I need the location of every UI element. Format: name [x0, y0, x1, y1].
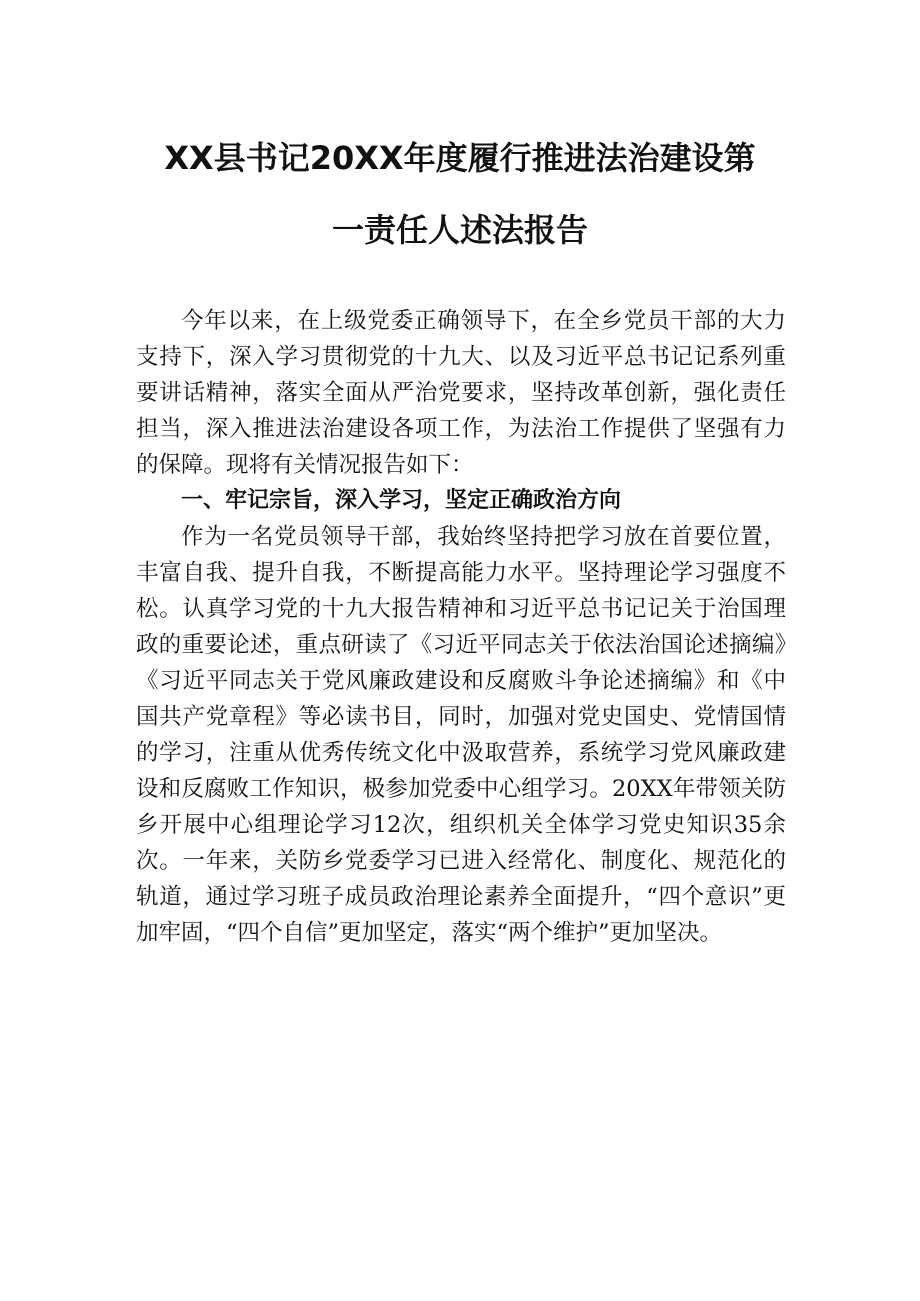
document-body [136, 303, 786, 951]
section-1-paragraph: 作为一名党员领导干部，我始终坚持把学习放在首要位置，丰富自我、提升自我，不断提高能力水平。坚持理论学习强度不松。认真学习党的十九大报告精神和习近平总书记记关于治国理政的重要论述，重点研读了《习近平同志关于依法治国论述摘编》《习近平同志关于党风廉政建设和反腐败斗争论述摘编》和《中国共产党章程》等必读书目，同时，加强对党史国史、党情国情的学习，注重从优秀传统文化中汲取营养，系统学习党风廉政建设和反腐败工作知识，极参加党委中心组学习。20XX年带领关防乡开展中心组理论学习12次，组织机关全体学习党史知识35余次。一年来，关防乡党委学习已进入经常化、制度化、规范化的轨道，通过学习班子成员政治理论素养全面提升，“四个意识”更加牢固，“四个自信”更加坚定，落实“两个维护”更加坚决。 [136, 524, 786, 946]
section-1-heading: 一、牢记宗旨，深入学习，坚定正确政治方向 [181, 488, 622, 513]
intro-paragraph: 今年以来，在上级党委正确领导下，在全乡党员干部的大力支持下，深入学习贯彻党的十九大、以及习近平总书记记系列重要讲话精神，落实全面从严治党要求，坚持改革创新，强化责任担当，深入推进法治建设各项工作，为法治工作提供了坚强有力的保障。现将有关情况报告如下： [136, 308, 786, 478]
document-title-line-2: 一责任人述法报告 [331, 211, 588, 249]
document-title-line-1: XX县书记20XX年度履行推进法治建设第 [164, 139, 756, 177]
